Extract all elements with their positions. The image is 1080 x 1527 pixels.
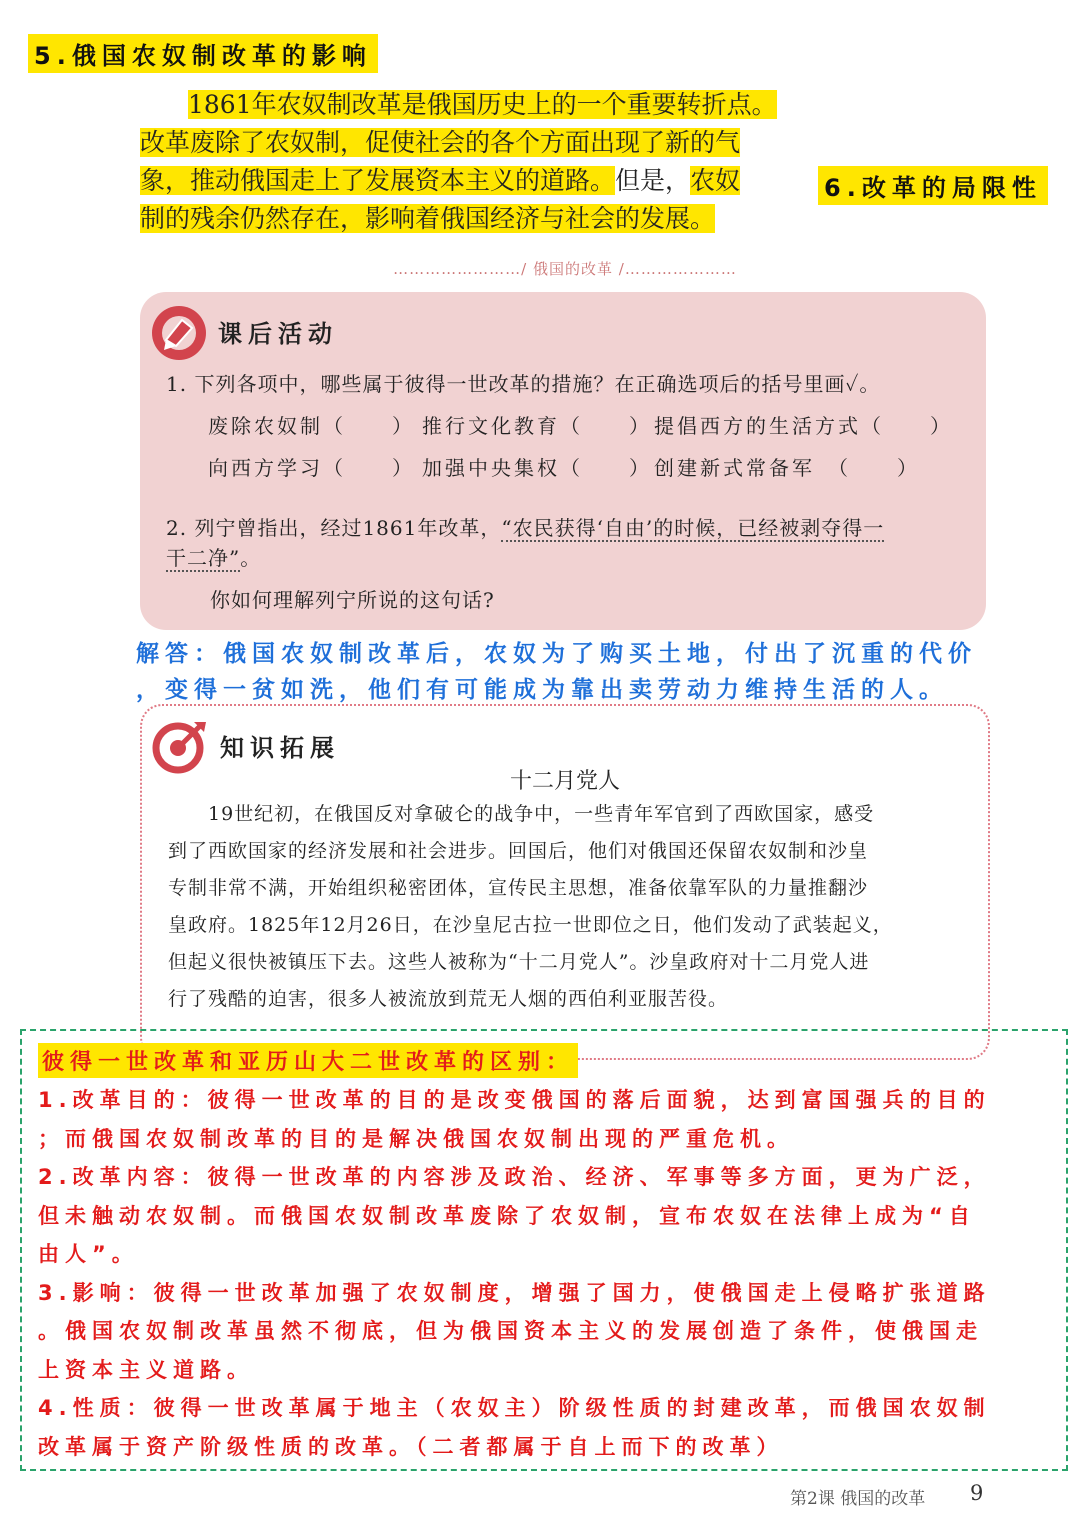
extension-line-6: 行了残酷的迫害，很多人被流放到荒无人烟的西伯利亚服苦役。 [168, 988, 729, 1010]
option-standing-army: 创建新式常备军 （ ） [654, 456, 920, 480]
option-abolish-serfdom: 废除农奴制（ ） [208, 414, 415, 438]
question-1: 1. 下列各项中，哪些属于彼得一世改革的措施？在正确选项后的括号里画✓。 [166, 372, 881, 396]
difference-line-6: 3.影响：彼得一世改革加强了农奴制度，增强了国力，使俄国走上侵略扩张道路 [38, 1280, 991, 1305]
section-6-heading: 6.改革的局限性 [818, 166, 1048, 205]
option-learn-from-west: 向西方学习（ ） [208, 456, 415, 480]
difference-line-1: 1.改革目的：彼得一世改革的目的是改变俄国的落后面貌，达到富国强兵的目的 [38, 1088, 991, 1112]
option-centralize-power: 加强中央集权（ ） [422, 456, 652, 480]
difference-title: 彼得一世改革和亚历山大二世改革的区别： [38, 1043, 578, 1078]
lenin-quote-part-2: 干二净” [166, 546, 241, 570]
paragraph-line-3-tail: 但是， [615, 166, 691, 195]
handwritten-answer [136, 636, 986, 708]
section-5-heading: 5.俄国农奴制改革的影响 [28, 34, 378, 73]
decembrists-heading: 十二月党人 [509, 769, 620, 794]
difference-body [38, 1081, 1058, 1466]
knowledge-extension-box [140, 704, 990, 1060]
question-2 [166, 512, 884, 541]
option-western-lifestyle: 提倡西方的生活方式（ ） [654, 414, 953, 438]
difference-line-7: 。俄国农奴制改革虽然不彻底，但为俄国资本主义的发展创造了条件，使俄国走 [38, 1319, 983, 1343]
pencil-badge-icon [152, 306, 206, 360]
extension-line-2: 到了西欧国家的经济发展和社会进步。回国后，他们对俄国还保留农奴制和沙皇 [168, 840, 869, 862]
lenin-quote-part-1: “农民获得‘自由’的时候，已经被剥夺得一 [501, 516, 885, 540]
extension-line-4: 皇政府。1825年12月26日，在沙皇尼古拉一世即位之日，他们发动了武装起义， [168, 914, 893, 936]
difference-line-3: 2.改革内容：彼得一世改革的内容涉及政治、经济、军事等多方面，更为广泛， [38, 1165, 991, 1189]
answer-line-1: 解答：俄国农奴制改革后，农奴为了购买土地，付出了沉重的代价 [136, 641, 977, 667]
question-2-line-2 [166, 542, 261, 571]
chapter-divider: ……………………/ 俄国的改革 /………………… [393, 260, 737, 278]
paragraph-line-3-tail-highlight: 农奴 [690, 166, 741, 195]
footer-chapter-label: 第2课 俄国的改革 [790, 1489, 926, 1509]
activity-box [140, 292, 986, 630]
paragraph-line-3: 象，推动俄国走上了发展资本主义的道路。 [140, 166, 616, 195]
paragraph-line-2: 改革废除了农奴制，促使社会的各个方面出现了新的气 [140, 128, 741, 157]
question-2-prefix: 2. 列宁曾指出，经过1861年改革， [166, 516, 502, 540]
difference-line-4: 但未触动农奴制。而俄国农奴制改革废除了农奴制，宣布农奴在法律上成为“自 [38, 1203, 976, 1228]
page-number: 9 [970, 1481, 984, 1505]
question-2-end: 。 [240, 546, 262, 570]
answer-line-2: ，变得一贫如洗，他们有可能成为靠出卖劳动力维持生活的人。 [136, 677, 948, 703]
difference-notes-box [20, 1029, 1068, 1471]
extension-line-3: 专制非常不满，开始组织秘密团体，宣传民主思想，准备依靠军队的力量推翻沙 [168, 877, 869, 899]
difference-line-9: 4.性质：彼得一世改革属于地主（农奴主）阶级性质的封建改革，而俄国农奴制 [38, 1396, 991, 1420]
difference-line-5: 由人”。 [38, 1242, 139, 1266]
difference-line-8: 上资本主义道路。 [38, 1357, 254, 1382]
activity-title: 课后活动 [218, 320, 338, 348]
extension-title: 知识拓展 [220, 734, 340, 762]
difference-line-10: 改革属于资产阶级性质的改革。（二者都属于自上而下的改革） [38, 1434, 784, 1459]
influence-paragraph [140, 86, 780, 238]
difference-line-2: ；而俄国农奴制改革的目的是解决俄国农奴制出现的严重危机。 [38, 1126, 794, 1151]
paragraph-line-1: 1861年农奴制改革是俄国历史上的一个重要转折点。 [188, 90, 777, 119]
paragraph-line-4: 制的残余仍然存在，影响着俄国经济与社会的发展。 [140, 204, 716, 233]
question-2-prompt: 你如何理解列宁所说的这句话? [210, 588, 495, 612]
option-promote-education: 推行文化教育（ ） [422, 414, 652, 438]
extension-line-1: 19世纪初，在俄国反对拿破仑的战争中，一些青年军官到了西欧国家，感受 [208, 803, 875, 825]
decembrists-text [168, 796, 968, 1018]
extension-line-5: 但起义很快被镇压下去。这些人被称为“十二月党人”。沙皇政府对十二月党人进 [168, 951, 870, 973]
